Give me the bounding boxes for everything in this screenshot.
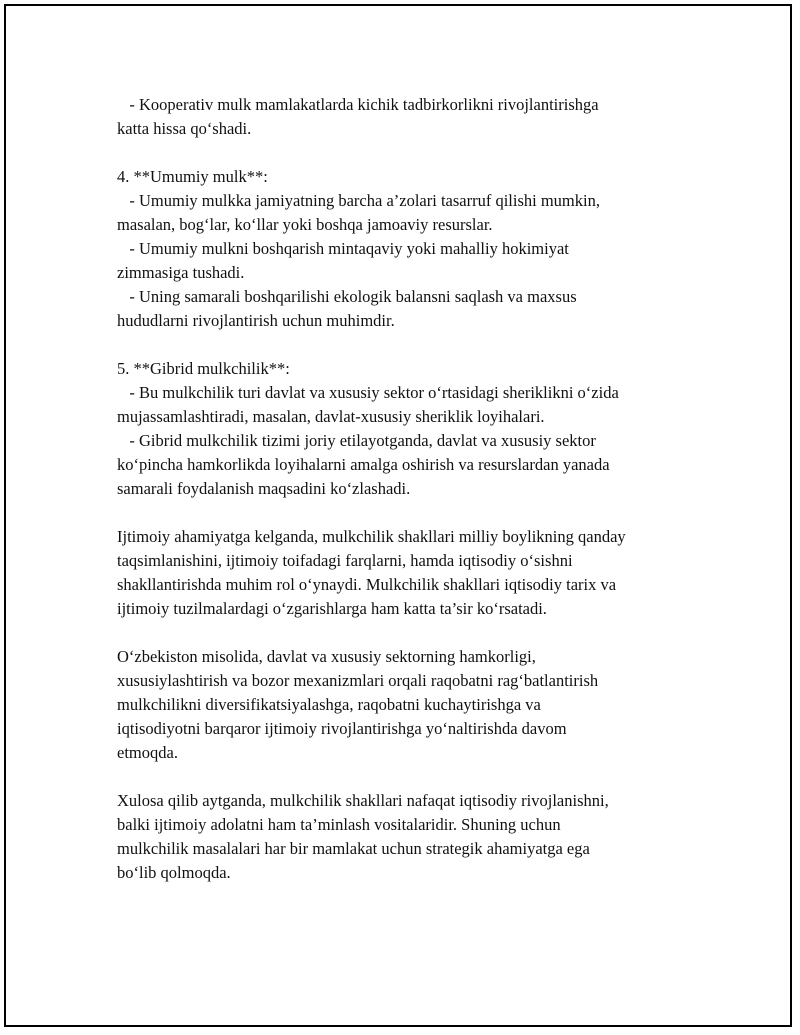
text-line: - Umumiy mulkka jamiyatning barcha a’zolari tasarruf qilishi mumkin, (117, 191, 600, 210)
text-line: O‘zbekiston misolida, davlat va xususiy sektorning hamkorligi, (117, 647, 536, 666)
text-line: hududlarni rivojlantirish uchun muhimdir. (117, 311, 395, 330)
text-line: zimmasiga tushadi. (117, 263, 245, 282)
text-line: shakllantirishda muhim rol o‘ynaydi. Mulkchilik shakllari iqtisodiy tarix va (117, 575, 617, 594)
paragraph-gibrid-mulkchilik (117, 357, 697, 501)
text-line: xususiylashtirish va bozor mexanizmlari orqali raqobatni rag‘batlantirish (117, 671, 599, 690)
text-line: Xulosa qilib aytganda, mulkchilik shakllari nafaqat iqtisodiy rivojlanishni, (117, 791, 609, 810)
text-line: - Gibrid mulkchilik tizimi joriy etilayotganda, davlat va xususiy sektor (117, 431, 596, 450)
text-line: - Umumiy mulkni boshqarish mintaqaviy yoki mahalliy hokimiyat (117, 239, 569, 258)
text-line: ko‘pincha hamkorlikda loyihalarni amalga oshirish va resurslardan yanada (117, 455, 610, 474)
text-line: taqsimlanishini, ijtimoiy toifadagi farqlarni, hamda iqtisodiy o‘sishni (117, 551, 573, 570)
text-line: - Kooperativ mulk mamlakatlarda kichik tadbirkorlikni rivojlantirishga (117, 95, 599, 114)
paragraph-ozbekiston-misoli (117, 645, 697, 765)
text-line: katta hissa qo‘shadi. (117, 119, 252, 138)
text-line: masalan, bog‘lar, ko‘llar yoki boshqa jamoaviy resurslar. (117, 215, 493, 234)
text-line: - Uning samarali boshqarilishi ekologik balansni saqlash va maxsus (117, 287, 577, 306)
text-line: etmoqda. (117, 743, 178, 762)
paragraph-ijtimoiy-ahamiyat (117, 525, 697, 621)
text-line: iqtisodiyotni barqaror ijtimoiy rivojlantirishga yo‘naltirishda davom (117, 719, 567, 738)
text-line: - Bu mulkchilik turi davlat va xususiy sektor o‘rtasidagi sheriklikni o‘zida (117, 383, 619, 402)
text-line: Ijtimoiy ahamiyatga kelganda, mulkchilik shakllari milliy boylikning qanday (117, 527, 626, 546)
paragraph-kooperativ (117, 93, 697, 141)
text-line: mulkchilikni diversifikatsiyalashga, raqobatni kuchaytirishga va (117, 695, 541, 714)
paragraph-umumiy-mulk (117, 165, 697, 333)
text-line: mujassamlashtiradi, masalan, davlat-xususiy sheriklik loyihalari. (117, 407, 545, 426)
section-heading: 5. **Gibrid mulkchilik**: (117, 359, 290, 378)
text-line: mulkchilik masalalari har bir mamlakat uchun strategik ahamiyatga ega (117, 839, 590, 858)
text-line: ijtimoiy tuzilmalardagi o‘zgarishlarga ham katta ta’sir ko‘rsatadi. (117, 599, 547, 618)
document-body (117, 93, 697, 909)
text-line: samarali foydalanish maqsadini ko‘zlashadi. (117, 479, 411, 498)
paragraph-xulosa (117, 789, 697, 885)
section-heading: 4. **Umumiy mulk**: (117, 167, 268, 186)
text-line: balki ijtimoiy adolatni ham ta’minlash vositalaridir. Shuning uchun (117, 815, 561, 834)
text-line: bo‘lib qolmoqda. (117, 863, 231, 882)
